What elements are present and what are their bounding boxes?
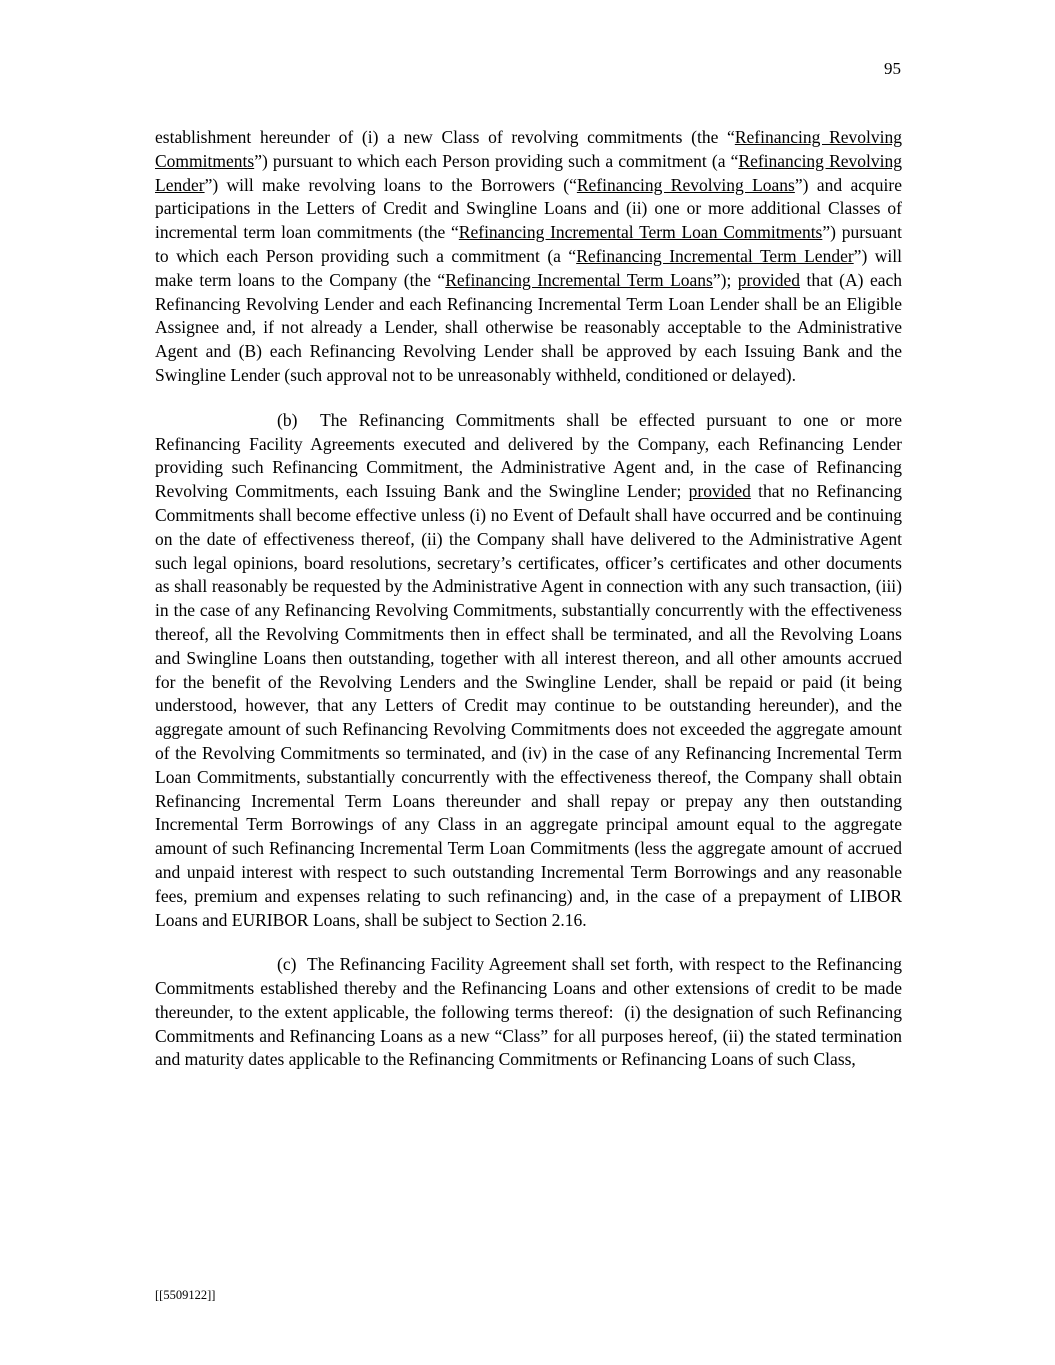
defined-term: Refinancing Revolving Lender xyxy=(155,150,902,195)
defined-term: Refinancing Revolving Commitments xyxy=(155,127,902,171)
page-number: 95 xyxy=(884,59,901,78)
defined-term: Refinancing Revolving Loans xyxy=(576,174,795,195)
defined-term: Refinancing Incremental Term Loan Commitments xyxy=(458,222,823,243)
text-run: ”) will make revolving loans to the Borrowers (“ xyxy=(204,174,577,195)
text-run: establishment hereunder of (i) a new Class of revolving commitments (the “ xyxy=(155,127,735,147)
document-body xyxy=(155,126,902,1093)
text-run: ”) and acquire participations in the Letters of Credit and Swingline Loans and (ii) one or more additional Classes of incremental term loan commitments (the “ xyxy=(155,174,902,243)
paragraph xyxy=(155,953,902,1072)
footer-doc-id: [[5509122]] xyxy=(155,1288,216,1302)
text-run: (b) The Refinancing Commitments shall be effected pursuant to one or more Refinancing Facility Agreements executed and delivered by the Company, each Refinancing Lender providing such Refinancing Commitment, the Administrative Agent and, in the case of Refinancing Revolving Commitments, each Issuing Bank and the Swingline Lender; xyxy=(155,409,902,502)
defined-term: Refinancing Incremental Term Lender xyxy=(576,245,854,266)
paragraph xyxy=(155,126,902,388)
defined-term: provided xyxy=(737,269,800,290)
text-run: ”) pursuant to which each Person providing such a commitment (a “ xyxy=(155,222,902,266)
text-run: that (A) each Refinancing Revolving Lender and each Refinancing Incremental Term Loan Lender shall be an Eligible Assignee and, if not already a Lender, shall otherwise be reasonably acceptable to the Administrative Agent and (B) each Refinancing Revolving Lender shall be approved by each Issuing Bank and the Swingline Lender (such approval not to be unreasonably withheld, conditioned or delayed). xyxy=(155,269,902,385)
text-run: ”) will make term loans to the Company (the “ xyxy=(155,245,902,290)
text-run: (c) The Refinancing Facility Agreement shall set forth, with respect to the Refinancing Commitments established thereby and the Refinancing Loans and other extensions of credit to be made thereunder, to the extent applicable, the following terms thereof: (i) the designation of such Refinancing Commitments and Refinancing Loans as a new “Class” for all purposes hereof, (ii) the stated termination and maturity dates applicable to the Refinancing Commitments or Refinancing Loans of such Class, xyxy=(155,954,902,1070)
text-run: ”); xyxy=(712,269,738,290)
defined-term: provided xyxy=(688,481,751,502)
paragraph xyxy=(155,409,902,933)
defined-term: Refinancing Incremental Term Loans xyxy=(445,269,713,290)
text-run: that no Refinancing Commitments shall become effective unless (i) no Event of Default shall have occurred and be continuing on the date of effectiveness thereof, (ii) the Company shall have delivered to the Administrative Agent such legal opinions, board resolutions, secretary’s certificates, officer’s certificates and other documents as shall reasonably be requested by the Administrative Agent in connection with any such transaction, (iii) in the case of any Refinancing Revolving Commitments, substantially concurrently with the effectiveness thereof, all the Revolving Commitments then in effect shall be terminated, and all the Revolving Loans and Swingline Loans then outstanding, together with all interest thereon, and all other amounts accrued for the benefit of the Revolving Lenders and the Swingline Lender, shall be repaid or paid (it being understood, however, that any Letters of Credit may continue to be outstanding hereunder), and the aggregate amount of such Refinancing Revolving Commitments does not exceeded the aggregate amount of the Revolving Commitments so terminated, and (iv) in the case of any Refinancing Incremental Term Loan Commitments, substantially concurrently with the effectiveness thereof, the Company shall obtain Refinancing Incremental Term Loans thereunder and shall repay or prepay any then outstanding Incremental Term Borrowings of any Class in an aggregate principal amount equal to the aggregate amount of such Refinancing Incremental Term Loan Commitments (less the aggregate amount of accrued and unpaid interest with respect to such outstanding Incremental Term Borrowings and any reasonable fees, premium and expenses relating to such refinancing) and, in the case of a prepayment of LIBOR Loans and EURIBOR Loans, shall be subject to Section 2.16. xyxy=(155,481,902,930)
text-run: ”) pursuant to which each Person providing such a commitment (a “ xyxy=(254,150,739,171)
